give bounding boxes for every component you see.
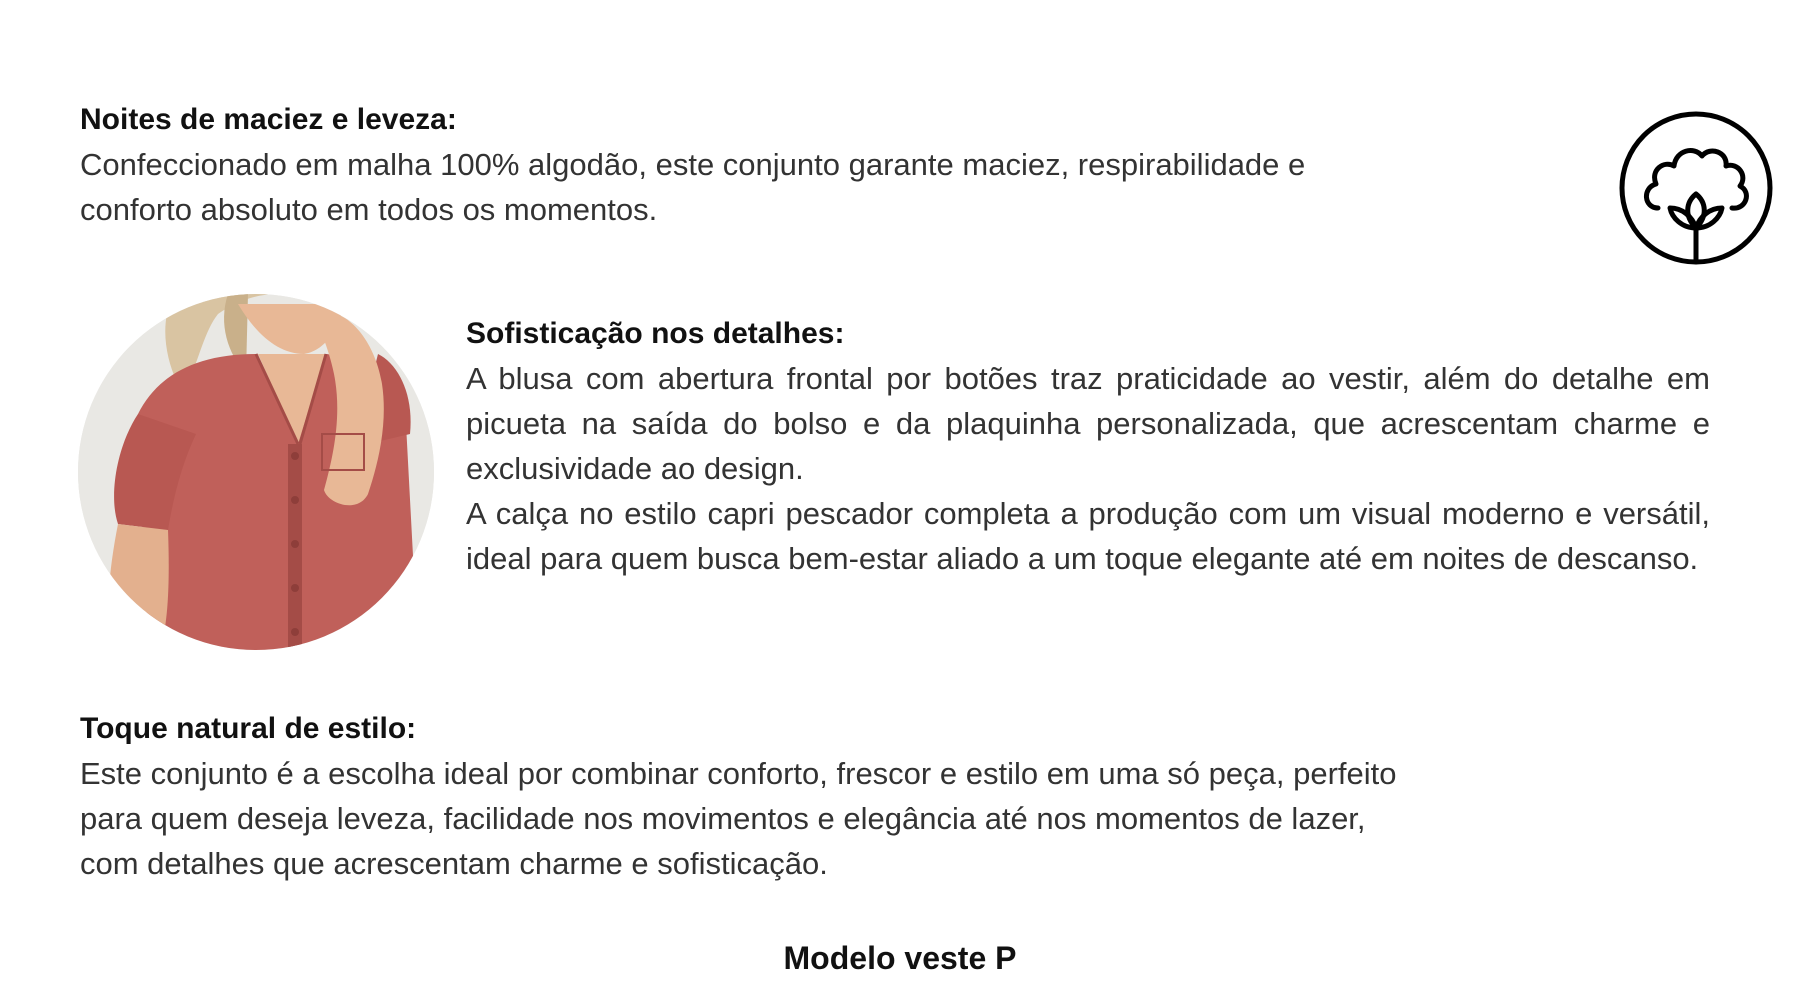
comfort-section xyxy=(80,98,1540,232)
comfort-line-2: conforto absoluto em todos os momentos. xyxy=(80,192,658,227)
style-section xyxy=(80,707,1680,886)
model-photo xyxy=(78,294,434,650)
model-size-note: Modelo veste P xyxy=(783,940,1017,976)
details-section xyxy=(466,312,1710,581)
details-paragraph-2: A calça no estilo capri pescador completa a produção com um visual moderno e versátil, ideal para quem busca bem-estar aliado a um toque elegante até em noites de descanso. xyxy=(466,496,1710,576)
comfort-heading: Noites de maciez e leveza: xyxy=(80,103,457,136)
details-paragraph-1: A blusa com abertura frontal por botões traz praticidade ao vestir, além do detalhe em picueta na saída do bolso e da plaquinha personalizada, que acrescentam charme e exclusividade ao design. xyxy=(466,361,1710,486)
style-line-1: Este conjunto é a escolha ideal por combinar conforto, frescor e estilo em uma só peça, perfeito xyxy=(80,756,1397,791)
style-heading: Toque natural de estilo: xyxy=(80,712,417,745)
cotton-flower-icon xyxy=(1618,110,1774,266)
comfort-line-1: Confeccionado em malha 100% algodão, este conjunto garante maciez, respirabilidade e xyxy=(80,147,1306,182)
style-line-3: com detalhes que acrescentam charme e sofisticação. xyxy=(80,846,828,881)
style-line-2: para quem deseja leveza, facilidade nos movimentos e elegância até nos momentos de lazer, xyxy=(80,801,1366,836)
details-heading: Sofisticação nos detalhes: xyxy=(466,317,845,350)
